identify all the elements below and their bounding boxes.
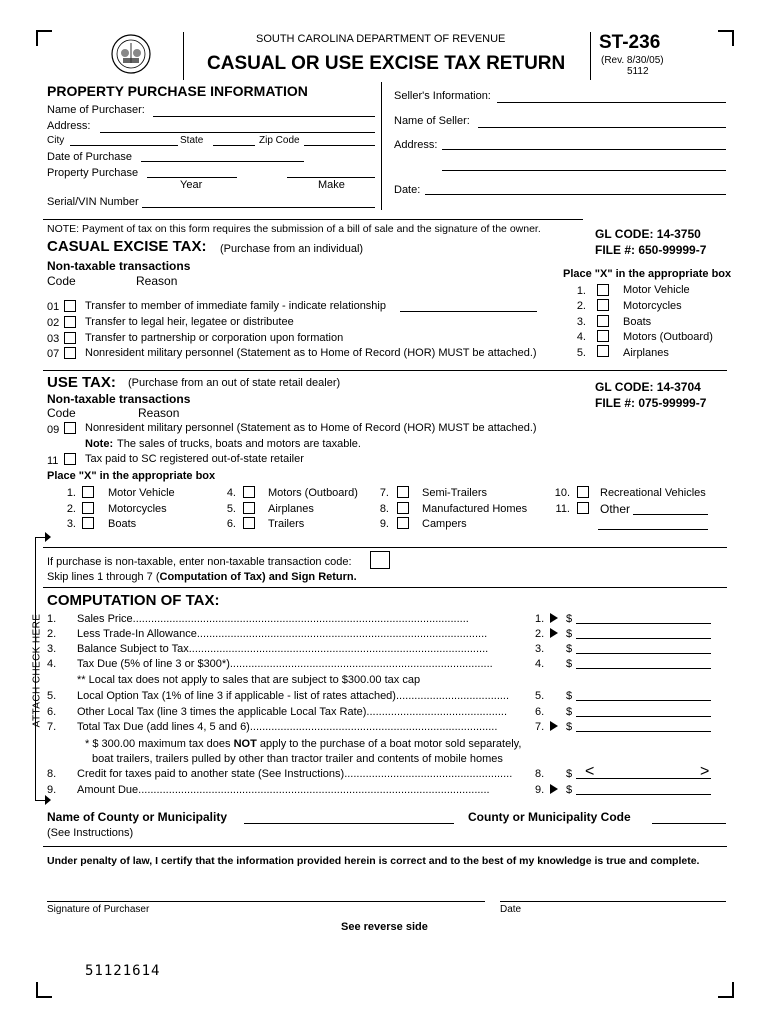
other-vehicle-field-2[interactable]: [598, 529, 708, 530]
comp-line-label: Sales Price..............................................................................................................: [77, 613, 469, 625]
comp-line-9-field[interactable]: [576, 794, 711, 795]
local-tax-note: ** Local tax does not apply to sales that are subject to $300.00 tax cap: [77, 674, 421, 686]
casual-place-x-label: Place "X" in the appropriate box: [563, 268, 732, 280]
comp-line-arrow-icon: [550, 613, 558, 623]
use-vehicle-number: 10.: [554, 487, 570, 499]
certification-text: Under penalty of law, I certify that the information provided herein is correct and to the best of my knowledge is true and complete.: [47, 855, 700, 867]
use-item-09-text: Nonresident military personnel (Statement as to Home of Record (HOR) MUST be attached.): [85, 422, 537, 434]
purchase-date-label: Date of Purchase: [47, 151, 132, 163]
purchaser-name-field[interactable]: [153, 116, 375, 117]
nontax-code-top-rule: [43, 547, 727, 548]
use-reason-header: Reason: [138, 406, 180, 420]
comp-line-number: 5.: [47, 690, 57, 702]
credit-gt-bracket: >: [700, 763, 710, 780]
city-label: City: [47, 135, 65, 146]
make-label: Make: [318, 179, 345, 191]
corner-mark-top-left: [36, 30, 52, 46]
comp-line-number: 7.: [47, 721, 57, 733]
casual-vehicle-checkbox[interactable]: [597, 284, 609, 296]
nontax-code-input[interactable]: [370, 551, 390, 569]
casual-vehicle-label: Motorcycles: [623, 300, 682, 312]
use-vehicle-label: Semi-Trailers: [422, 487, 487, 499]
form-revision: (Rev. 8/30/05): [601, 55, 664, 66]
seller-name-label: Name of Seller:: [394, 115, 470, 127]
seller-address-field-1[interactable]: [442, 149, 726, 150]
purchase-section-heading: PROPERTY PURCHASE INFORMATION: [47, 83, 308, 99]
use-vehicle-label: Other: [600, 502, 631, 516]
use-tax-top-rule: [43, 370, 727, 371]
comp-line-dollar: $: [566, 613, 573, 625]
casual-file-number: FILE #: 650-99999-7: [595, 243, 707, 257]
casual-item-text: Transfer to member of immediate family - indicate relationship: [85, 300, 386, 312]
purchaser-name-label: Name of Purchaser:: [47, 104, 145, 116]
casual-reason-header: Reason: [136, 274, 178, 288]
purchaser-address-label: Address:: [47, 120, 91, 132]
comp-line-number: 4.: [47, 658, 57, 670]
use-vehicle-label: Recreational Vehicles: [600, 487, 706, 499]
use-file-number: FILE #: 075-99999-7: [595, 396, 707, 410]
use-vehicle-number: 7.: [379, 487, 389, 499]
use-note-label: Note:: [85, 438, 114, 450]
comp-line-number: 9.: [47, 784, 57, 796]
casual-vehicle-number: 5.: [576, 347, 586, 359]
comp-line-label: Total Tax Due (add lines 4, 5 and 6).................................................................................: [77, 721, 498, 733]
max-tax-note: [85, 738, 521, 750]
zip-field[interactable]: [304, 145, 375, 146]
use-vehicle-label: Boats: [108, 518, 137, 530]
comp-line-number: 6.: [47, 706, 57, 718]
comp-line-label: Balance Subject to Tax..................................................................................................: [77, 643, 489, 655]
attach-bracket-bottom-arrow-icon: [45, 795, 51, 805]
comp-line-ref: 4.: [535, 658, 545, 670]
state-label: State: [180, 135, 204, 146]
comp-line-dollar: $: [566, 690, 573, 702]
seller-date-label: Date:: [394, 184, 421, 196]
signature-date-label: Date: [500, 904, 522, 915]
use-vehicle-label: Motor Vehicle: [108, 487, 175, 499]
attach-check-label: ATTACH CHECK HERE: [31, 613, 43, 728]
use-vehicle-checkbox[interactable]: [243, 502, 255, 514]
comp-line-2-field[interactable]: [576, 638, 711, 639]
corner-mark-bottom-right: [718, 982, 734, 998]
comp-line-dollar: $: [566, 784, 573, 796]
comp-line-number: 2.: [47, 628, 57, 640]
max-tax-note-a: * $ 300.00 maximum tax does: [85, 738, 231, 750]
header-divider-left: [183, 32, 184, 80]
payment-note: NOTE: Payment of tax on this form requires the submission of a bill of sale and the signature of the owner.: [47, 223, 541, 235]
seller-info-label: Seller's Information:: [394, 90, 491, 102]
max-tax-note-line2: boat trailers, trailers pulled by other than tractor trailer and contents of mobile homes: [92, 753, 503, 765]
use-vehicle-number: 4.: [226, 487, 236, 499]
form-code: 5112: [627, 66, 649, 77]
use-vehicle-checkbox[interactable]: [397, 486, 409, 498]
seller-name-field[interactable]: [478, 127, 726, 128]
comp-line-ref: 2.: [535, 628, 545, 640]
comp-line-number: 3.: [47, 643, 57, 655]
purchase-seller-divider: [381, 82, 382, 210]
casual-nontax-heading: Non-taxable transactions: [47, 259, 191, 273]
use-vehicle-number: 9.: [379, 518, 389, 530]
casual-vehicle-label: Airplanes: [623, 347, 669, 359]
zip-label: Zip Code: [259, 135, 300, 146]
casual-vehicle-label: Boats: [623, 316, 652, 328]
year-label: Year: [180, 179, 203, 191]
county-name-label: Name of County or Municipality: [47, 810, 228, 824]
max-tax-note-not: NOT: [233, 738, 257, 750]
use-vehicle-checkbox[interactable]: [577, 502, 589, 514]
use-vehicle-checkbox[interactable]: [397, 502, 409, 514]
comp-line-ref: 7.: [535, 721, 545, 733]
use-vehicle-number: 1.: [66, 487, 76, 499]
seller-address-field-2[interactable]: [442, 170, 726, 171]
form-barcode-number: 51121614: [85, 963, 161, 979]
comp-line-4-field[interactable]: [576, 668, 711, 669]
property-purchase-label: Property Purchase: [47, 167, 139, 179]
comp-line-dollar: $: [566, 706, 573, 718]
comp-line-label: Amount Due...................................................................................................................: [77, 784, 490, 796]
other-vehicle-field[interactable]: [633, 514, 708, 515]
form-number: ST-236: [599, 32, 661, 53]
comp-line-ref: 3.: [535, 643, 545, 655]
use-tax-heading: USE TAX:: [47, 374, 116, 391]
casual-item-code: 03: [47, 333, 60, 345]
certify-top-rule: [43, 846, 727, 847]
use-vehicle-label: Manufactured Homes: [422, 503, 528, 515]
comp-line-dollar: $: [566, 658, 573, 670]
comp-line-arrow-icon: [550, 628, 558, 638]
credit-lt-bracket: <: [585, 763, 595, 780]
department-name: SOUTH CAROLINA DEPARTMENT OF REVENUE: [256, 33, 506, 45]
use-vehicle-number: 5.: [226, 503, 236, 515]
casual-vehicle-number: 1.: [576, 285, 586, 297]
city-field[interactable]: [70, 145, 178, 146]
serial-vin-field[interactable]: [142, 207, 375, 208]
state-seal-icon: [110, 33, 152, 75]
use-vehicle-checkbox[interactable]: [82, 517, 94, 529]
comp-line-ref: 6.: [535, 706, 545, 718]
comp-line-number: 8.: [47, 768, 57, 780]
casual-vehicle-checkbox[interactable]: [597, 315, 609, 327]
header-divider-right: [590, 32, 591, 80]
casual-tax-heading: CASUAL EXCISE TAX:: [47, 238, 207, 255]
computation-heading: COMPUTATION OF TAX:: [47, 592, 220, 609]
seller-date-field[interactable]: [425, 194, 726, 195]
comp-line-5-field[interactable]: [576, 700, 711, 701]
use-vehicle-checkbox[interactable]: [82, 486, 94, 498]
max-tax-note-b: apply to the purchase of a boat motor sold separately,: [259, 738, 522, 750]
casual-item-text: Transfer to partnership or corporation upon formation: [85, 332, 344, 344]
comp-line-8-field[interactable]: [576, 778, 711, 779]
nontax-skip-prefix: Skip lines 1 through 7 (: [47, 571, 160, 583]
casual-code-header: Code: [47, 274, 76, 288]
casual-vehicle-label: Motor Vehicle: [623, 284, 690, 296]
use-note-text: The sales of trucks, boats and motors are taxable.: [117, 438, 361, 450]
use-vehicle-number: 3.: [66, 518, 76, 530]
use-vehicle-checkbox[interactable]: [397, 517, 409, 529]
nontax-skip-note: [47, 571, 357, 583]
casual-vehicle-number: 3.: [576, 316, 586, 328]
use-vehicle-number: 8.: [379, 503, 389, 515]
casual-vehicle-checkbox[interactable]: [597, 345, 609, 357]
use-tax-subheading: (Purchase from an out of state retail dealer): [128, 377, 341, 389]
comp-line-dollar: $: [566, 643, 573, 655]
attach-bracket-top: [35, 537, 45, 538]
use-place-x-label: Place "X" in the appropriate box: [47, 470, 216, 482]
comp-line-6-field[interactable]: [576, 716, 711, 717]
see-reverse-side: See reverse side: [341, 921, 428, 933]
county-code-field[interactable]: [652, 823, 726, 824]
casual-vehicle-number: 2.: [576, 300, 586, 312]
comp-line-arrow-icon: [550, 784, 558, 794]
comp-line-ref: 1.: [535, 613, 545, 625]
comp-line-label: Other Local Tax (line 3 times the applicable Local Tax Rate)..............................................: [77, 706, 507, 718]
comp-line-1-field[interactable]: [576, 623, 711, 624]
purchase-date-field[interactable]: [141, 161, 304, 162]
use-vehicle-number: 2.: [66, 503, 76, 515]
comp-line-ref: 9.: [535, 784, 545, 796]
signature-field[interactable]: [47, 901, 485, 902]
property-make-field[interactable]: [287, 177, 375, 178]
comp-line-ref: 5.: [535, 690, 545, 702]
purchaser-address-field[interactable]: [100, 132, 375, 133]
comp-line-3-field[interactable]: [576, 653, 711, 654]
use-vehicle-label: Campers: [422, 518, 467, 530]
comp-line-label: Less Trade-In Allowance...............................................................................................: [77, 628, 488, 640]
use-vehicle-checkbox[interactable]: [577, 486, 589, 498]
use-vehicle-checkbox[interactable]: [243, 486, 255, 498]
use-vehicle-checkbox[interactable]: [243, 517, 255, 529]
signature-label: Signature of Purchaser: [47, 904, 150, 915]
note-top-rule: [43, 219, 583, 220]
seller-address-label: Address:: [394, 139, 438, 151]
casual-item-code: 02: [47, 317, 60, 329]
comp-line-ref: 8.: [535, 768, 545, 780]
comp-line-dollar: $: [566, 628, 573, 640]
use-item-11-text: Tax paid to SC registered out-of-state retailer: [85, 453, 304, 465]
corner-mark-top-right: [718, 30, 734, 46]
casual-tax-subheading: (Purchase from an individual): [220, 243, 364, 255]
casual-item-code: 07: [47, 348, 60, 360]
casual-item-text: Nonresident military personnel (Statement as to Home of Record (HOR) MUST be attached.): [85, 347, 537, 359]
use-vehicle-label: Trailers: [268, 518, 305, 530]
use-vehicle-number: 6.: [226, 518, 236, 530]
nontax-skip-bold: Computation of Tax) and Sign Return.: [159, 571, 357, 583]
signature-date-field[interactable]: [500, 901, 726, 902]
casual-vehicle-label: Motors (Outboard): [623, 331, 713, 343]
use-item-09-code: 09: [47, 424, 60, 436]
casual-item-text: Transfer to legal heir, legatee or distributee: [85, 316, 294, 328]
casual-vehicle-checkbox[interactable]: [597, 330, 609, 342]
use-vehicle-number: 11.: [555, 503, 570, 515]
seller-info-field[interactable]: [497, 102, 726, 103]
form-title: CASUAL OR USE EXCISE TAX RETURN: [207, 53, 566, 74]
corner-mark-bottom-left: [36, 982, 52, 998]
casual-item-checkbox[interactable]: [64, 332, 76, 344]
casual-item-checkbox[interactable]: [64, 300, 76, 312]
casual-item-checkbox[interactable]: [64, 347, 76, 359]
county-code-label: County or Municipality Code: [468, 810, 631, 824]
use-item-11-code: 11: [47, 455, 59, 467]
relationship-field[interactable]: [400, 311, 537, 312]
use-vehicle-checkbox[interactable]: [82, 502, 94, 514]
use-item-11-checkbox[interactable]: [64, 453, 76, 465]
use-vehicle-label: Motors (Outboard): [268, 487, 358, 499]
casual-vehicle-number: 4.: [576, 331, 586, 343]
state-field[interactable]: [213, 145, 255, 146]
casual-vehicle-checkbox[interactable]: [597, 299, 609, 311]
county-see-instructions: (See Instructions): [47, 827, 134, 839]
casual-gl-code: GL CODE: 14-3750: [595, 227, 701, 241]
use-vehicle-label: Motorcycles: [108, 503, 167, 515]
comp-line-label: Local Option Tax (1% of line 3 if applicable - list of rates attached).....................................: [77, 690, 510, 702]
comp-line-dollar: $: [566, 768, 573, 780]
use-gl-code: GL CODE: 14-3704: [595, 380, 701, 394]
comp-line-7-field[interactable]: [576, 731, 711, 732]
comp-line-label: Tax Due (5% of line 3 or $300*)......................................................................................: [77, 658, 493, 670]
comp-line-number: 1.: [47, 613, 57, 625]
casual-item-checkbox[interactable]: [64, 316, 76, 328]
use-vehicle-label: Airplanes: [268, 503, 314, 515]
comp-line-dollar: $: [566, 721, 573, 733]
attach-bracket-top-arrow-icon: [45, 532, 51, 542]
attach-bracket-bottom: [35, 800, 45, 801]
computation-top-rule: [43, 587, 727, 588]
use-code-header: Code: [47, 406, 76, 420]
comp-line-arrow-icon: [550, 721, 558, 731]
county-name-field[interactable]: [244, 823, 454, 824]
use-item-09-checkbox[interactable]: [64, 422, 76, 434]
casual-item-code: 01: [47, 301, 60, 313]
property-year-field[interactable]: [147, 177, 237, 178]
use-nontax-heading: Non-taxable transactions: [47, 392, 191, 406]
nontax-code-label: If purchase is non-taxable, enter non-taxable transaction code:: [47, 556, 352, 568]
comp-line-label: Credit for taxes paid to another state (See Instructions).......................................................: [77, 768, 513, 780]
serial-vin-label: Serial/VIN Number: [47, 196, 139, 208]
